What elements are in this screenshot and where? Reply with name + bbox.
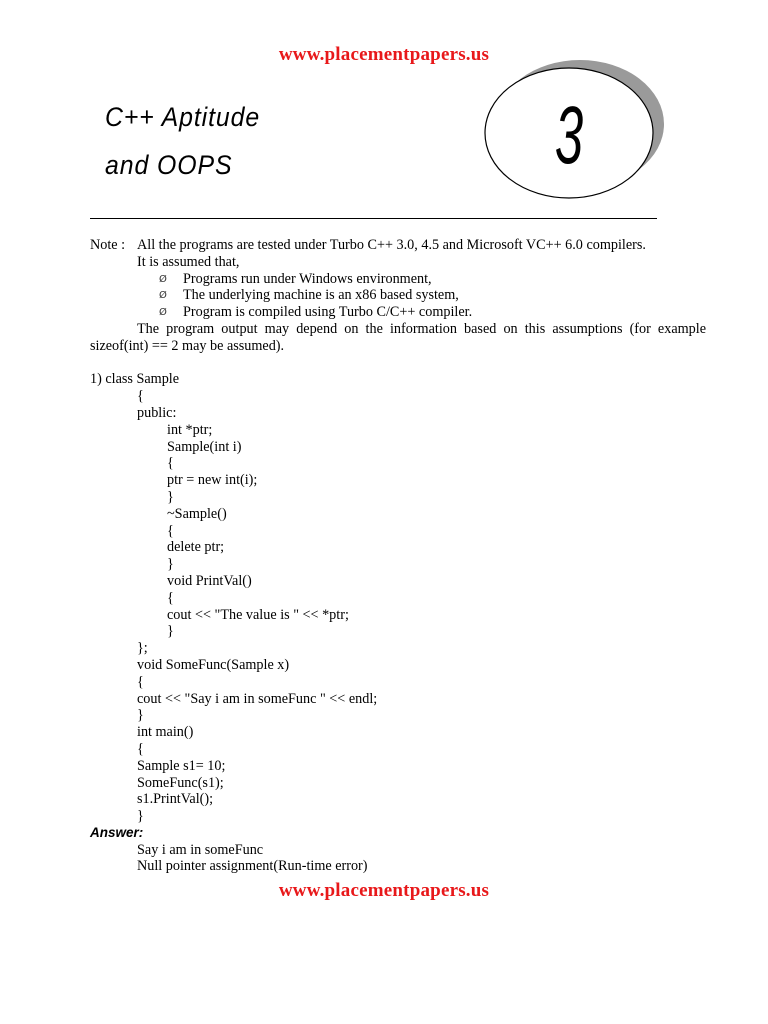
code-line: void PrintVal() bbox=[167, 572, 252, 589]
code-line: Sample s1= 10; bbox=[137, 757, 226, 774]
code-line: } bbox=[137, 707, 144, 724]
answer-line: Say i am in someFunc bbox=[137, 841, 264, 858]
bullet-item bbox=[90, 287, 706, 304]
code-line: { bbox=[137, 740, 144, 757]
site-url-header[interactable]: www.placementpapers.us bbox=[278, 44, 490, 65]
code-line: Sample(int i) bbox=[167, 438, 242, 455]
chapter-number-badge bbox=[480, 55, 670, 205]
assumptions-note bbox=[90, 237, 706, 355]
code-line: }; bbox=[137, 640, 148, 657]
code-line: { bbox=[167, 589, 174, 606]
header-divider bbox=[90, 218, 657, 219]
bullet-arrow-icon: Ø bbox=[159, 307, 167, 319]
code-line: cout << "The value is " << *ptr; bbox=[167, 606, 349, 623]
question-1-code bbox=[90, 371, 706, 875]
code-line: } bbox=[167, 488, 174, 505]
code-line: { bbox=[137, 388, 144, 405]
note-label: Note : bbox=[90, 237, 126, 253]
note-line-1: All the programs are tested under Turbo C++ 3.0, 4.5 and Microsoft VC++ 6.0 compilers. bbox=[137, 237, 646, 253]
document-body bbox=[90, 237, 706, 875]
code-line: { bbox=[167, 522, 174, 539]
bullet-text: Program is compiled using Turbo C/C++ compiler. bbox=[183, 304, 473, 321]
answer-label: Answer: bbox=[90, 824, 144, 840]
code-line: { bbox=[167, 455, 174, 472]
code-line: s1.PrintVal(); bbox=[137, 791, 214, 808]
bullet-text: Programs run under Windows environment, bbox=[183, 270, 432, 287]
code-line: int main() bbox=[137, 724, 194, 741]
answer-line: Null pointer assignment(Run-time error) bbox=[137, 858, 368, 875]
code-line: } bbox=[137, 808, 144, 825]
code-line: { bbox=[137, 673, 144, 690]
code-line: 1) class Sample bbox=[90, 371, 180, 388]
code-line: cout << "Say i am in someFunc " << endl; bbox=[137, 690, 378, 707]
bullet-arrow-icon: Ø bbox=[159, 290, 167, 302]
note-line-2: It is assumed that, bbox=[137, 253, 240, 270]
bullet-item bbox=[90, 304, 706, 321]
assumption-paragraph: The program output may depend on the information based on this assumptions (for example sizeof(int) == 2 may be assumed). bbox=[90, 320, 706, 354]
bullet-item bbox=[90, 271, 706, 288]
code-line: void SomeFunc(Sample x) bbox=[137, 656, 290, 673]
code-line: delete ptr; bbox=[167, 539, 225, 556]
chapter-number: 3 bbox=[554, 89, 584, 182]
code-line: } bbox=[167, 556, 174, 573]
code-line: SomeFunc(s1); bbox=[137, 774, 224, 791]
bullet-arrow-icon: Ø bbox=[159, 273, 167, 285]
chapter-title-line-2: and OOPS bbox=[105, 150, 233, 180]
code-line: } bbox=[167, 623, 174, 640]
code-line: public: bbox=[137, 404, 177, 421]
bullet-text: The underlying machine is an x86 based system, bbox=[183, 287, 459, 304]
code-line: ptr = new int(i); bbox=[167, 472, 258, 489]
chapter-title-line-1: C++ Aptitude bbox=[105, 102, 261, 132]
site-url-footer[interactable]: www.placementpapers.us bbox=[278, 880, 490, 901]
code-line: int *ptr; bbox=[167, 421, 213, 438]
code-line: ~Sample() bbox=[167, 505, 227, 522]
